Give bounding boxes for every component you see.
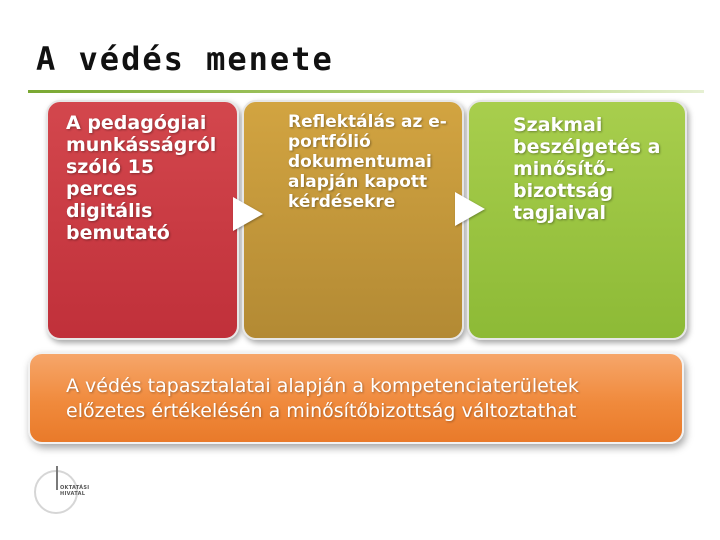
- logo-text: OKTATÁSI HIVATAL: [60, 485, 90, 497]
- slide-title: A védés menete: [36, 40, 334, 78]
- arrow-right-icon: [233, 197, 263, 231]
- step-card-presentation: [46, 100, 239, 340]
- step-card-reflection: [242, 100, 464, 340]
- step-2-text: Reflektálás az e- portfólió dokumentumai alapján kapott kérdésekre: [288, 112, 447, 212]
- step-3-text: Szakmai beszélgetés a minősítő- bizottság tagjaival: [513, 114, 661, 224]
- logo-line-icon: [56, 466, 58, 490]
- step-1-text: A pedagógiai munkásságról szóló 15 perces digitális bemutató: [66, 112, 217, 244]
- summary-text: A védés tapasztalatai alapján a kompetenciaterületek előzetes értékelésén a minősítőbizottság változtathat: [66, 375, 579, 422]
- summary-banner: [28, 352, 684, 444]
- step-card-discussion: [467, 100, 687, 340]
- oktatasi-hivatal-logo: [34, 466, 94, 518]
- arrow-right-icon: [455, 192, 485, 226]
- title-divider: [28, 90, 704, 93]
